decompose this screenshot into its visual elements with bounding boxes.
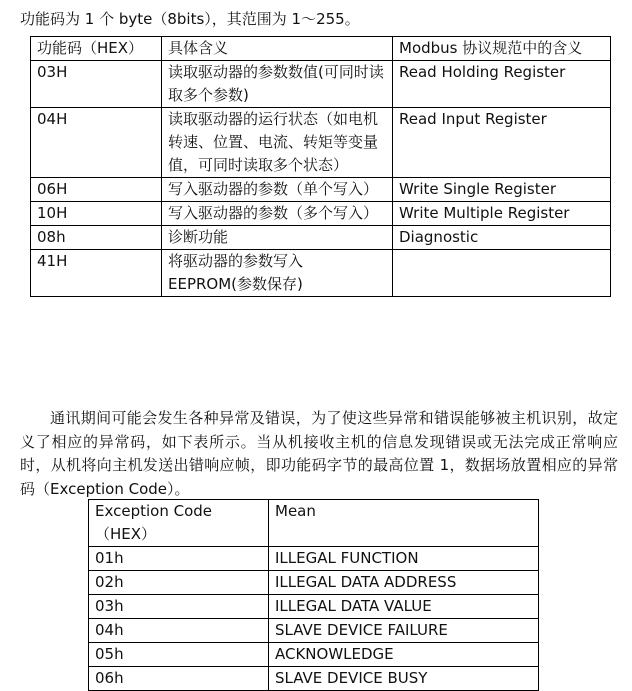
table-cell: 08h: [31, 226, 162, 250]
table-cell: SLAVE DEVICE FAILURE: [269, 619, 539, 643]
header-cell: Exception Code（HEX）: [89, 500, 269, 547]
table-row: [31, 250, 611, 297]
table-cell: 读取驱动器的参数数值(可同时读取多个参数): [162, 61, 393, 108]
table-cell: [393, 250, 611, 297]
table-row: [31, 226, 611, 250]
header-cell: 具体含义: [162, 37, 393, 61]
table-cell: 03h: [89, 595, 269, 619]
table-row: [89, 643, 539, 667]
table-cell: ILLEGAL DATA ADDRESS: [269, 571, 539, 595]
table-cell: 01h: [89, 547, 269, 571]
table-row: [89, 547, 539, 571]
table-row: [89, 595, 539, 619]
table-cell: 02h: [89, 571, 269, 595]
table-cell: 写入驱动器的参数（多个写入）: [162, 202, 393, 226]
table-cell: 读取驱动器的运行状态（如电机转速、位置、电流、转矩等变量值，可同时读取多个状态）: [162, 108, 393, 178]
table-cell: Read Input Register: [393, 108, 611, 178]
table-cell: 06H: [31, 178, 162, 202]
table-cell: ACKNOWLEDGE: [269, 643, 539, 667]
table-cell: Diagnostic: [393, 226, 611, 250]
table-cell: 03H: [31, 61, 162, 108]
header-cell: 功能码（HEX）: [31, 37, 162, 61]
table-cell: Write Multiple Register: [393, 202, 611, 226]
table-cell: 写入驱动器的参数（单个写入）: [162, 178, 393, 202]
body-paragraph: 通讯期间可能会发生各种异常及错误，为了使这些异常和错误能够被主机识别，故定义了相应的异常码，如下表所示。当从机接收主机的信息发现错误或无法完成正常响应时，从机将向主机发送出错响应帧，即功能码字节的最高位置 1，数据场放置相应的异常码（Exception Code）。: [20, 409, 618, 498]
table-cell: ILLEGAL DATA VALUE: [269, 595, 539, 619]
intro-text: 功能码为 1 个 byte（8bits），其范围为 1～255。: [20, 10, 360, 28]
table-cell: SLAVE DEVICE BUSY: [269, 667, 539, 691]
table-row: [31, 61, 611, 108]
table-cell: 04H: [31, 108, 162, 178]
exception-code-table: [88, 499, 539, 691]
table-cell: 10H: [31, 202, 162, 226]
table-row: [89, 667, 539, 691]
table-cell: 41H: [31, 250, 162, 297]
table-row: [31, 108, 611, 178]
table-header-row: [89, 500, 539, 547]
header-cell: Mean: [269, 500, 539, 547]
table-cell: 06h: [89, 667, 269, 691]
header-cell: Modbus 协议规范中的含义: [393, 37, 611, 61]
table-cell: Write Single Register: [393, 178, 611, 202]
table-cell: 04h: [89, 619, 269, 643]
table-cell: 将驱动器的参数写入EEPROM(参数保存): [162, 250, 393, 297]
table-cell: Read Holding Register: [393, 61, 611, 108]
table-cell: 05h: [89, 643, 269, 667]
table-row: [89, 571, 539, 595]
table-header-row: [31, 37, 611, 61]
table-cell: ILLEGAL FUNCTION: [269, 547, 539, 571]
table-row: [89, 619, 539, 643]
table-row: [31, 178, 611, 202]
table-row: [31, 202, 611, 226]
table-cell: 诊断功能: [162, 226, 393, 250]
function-code-table: [30, 36, 611, 297]
